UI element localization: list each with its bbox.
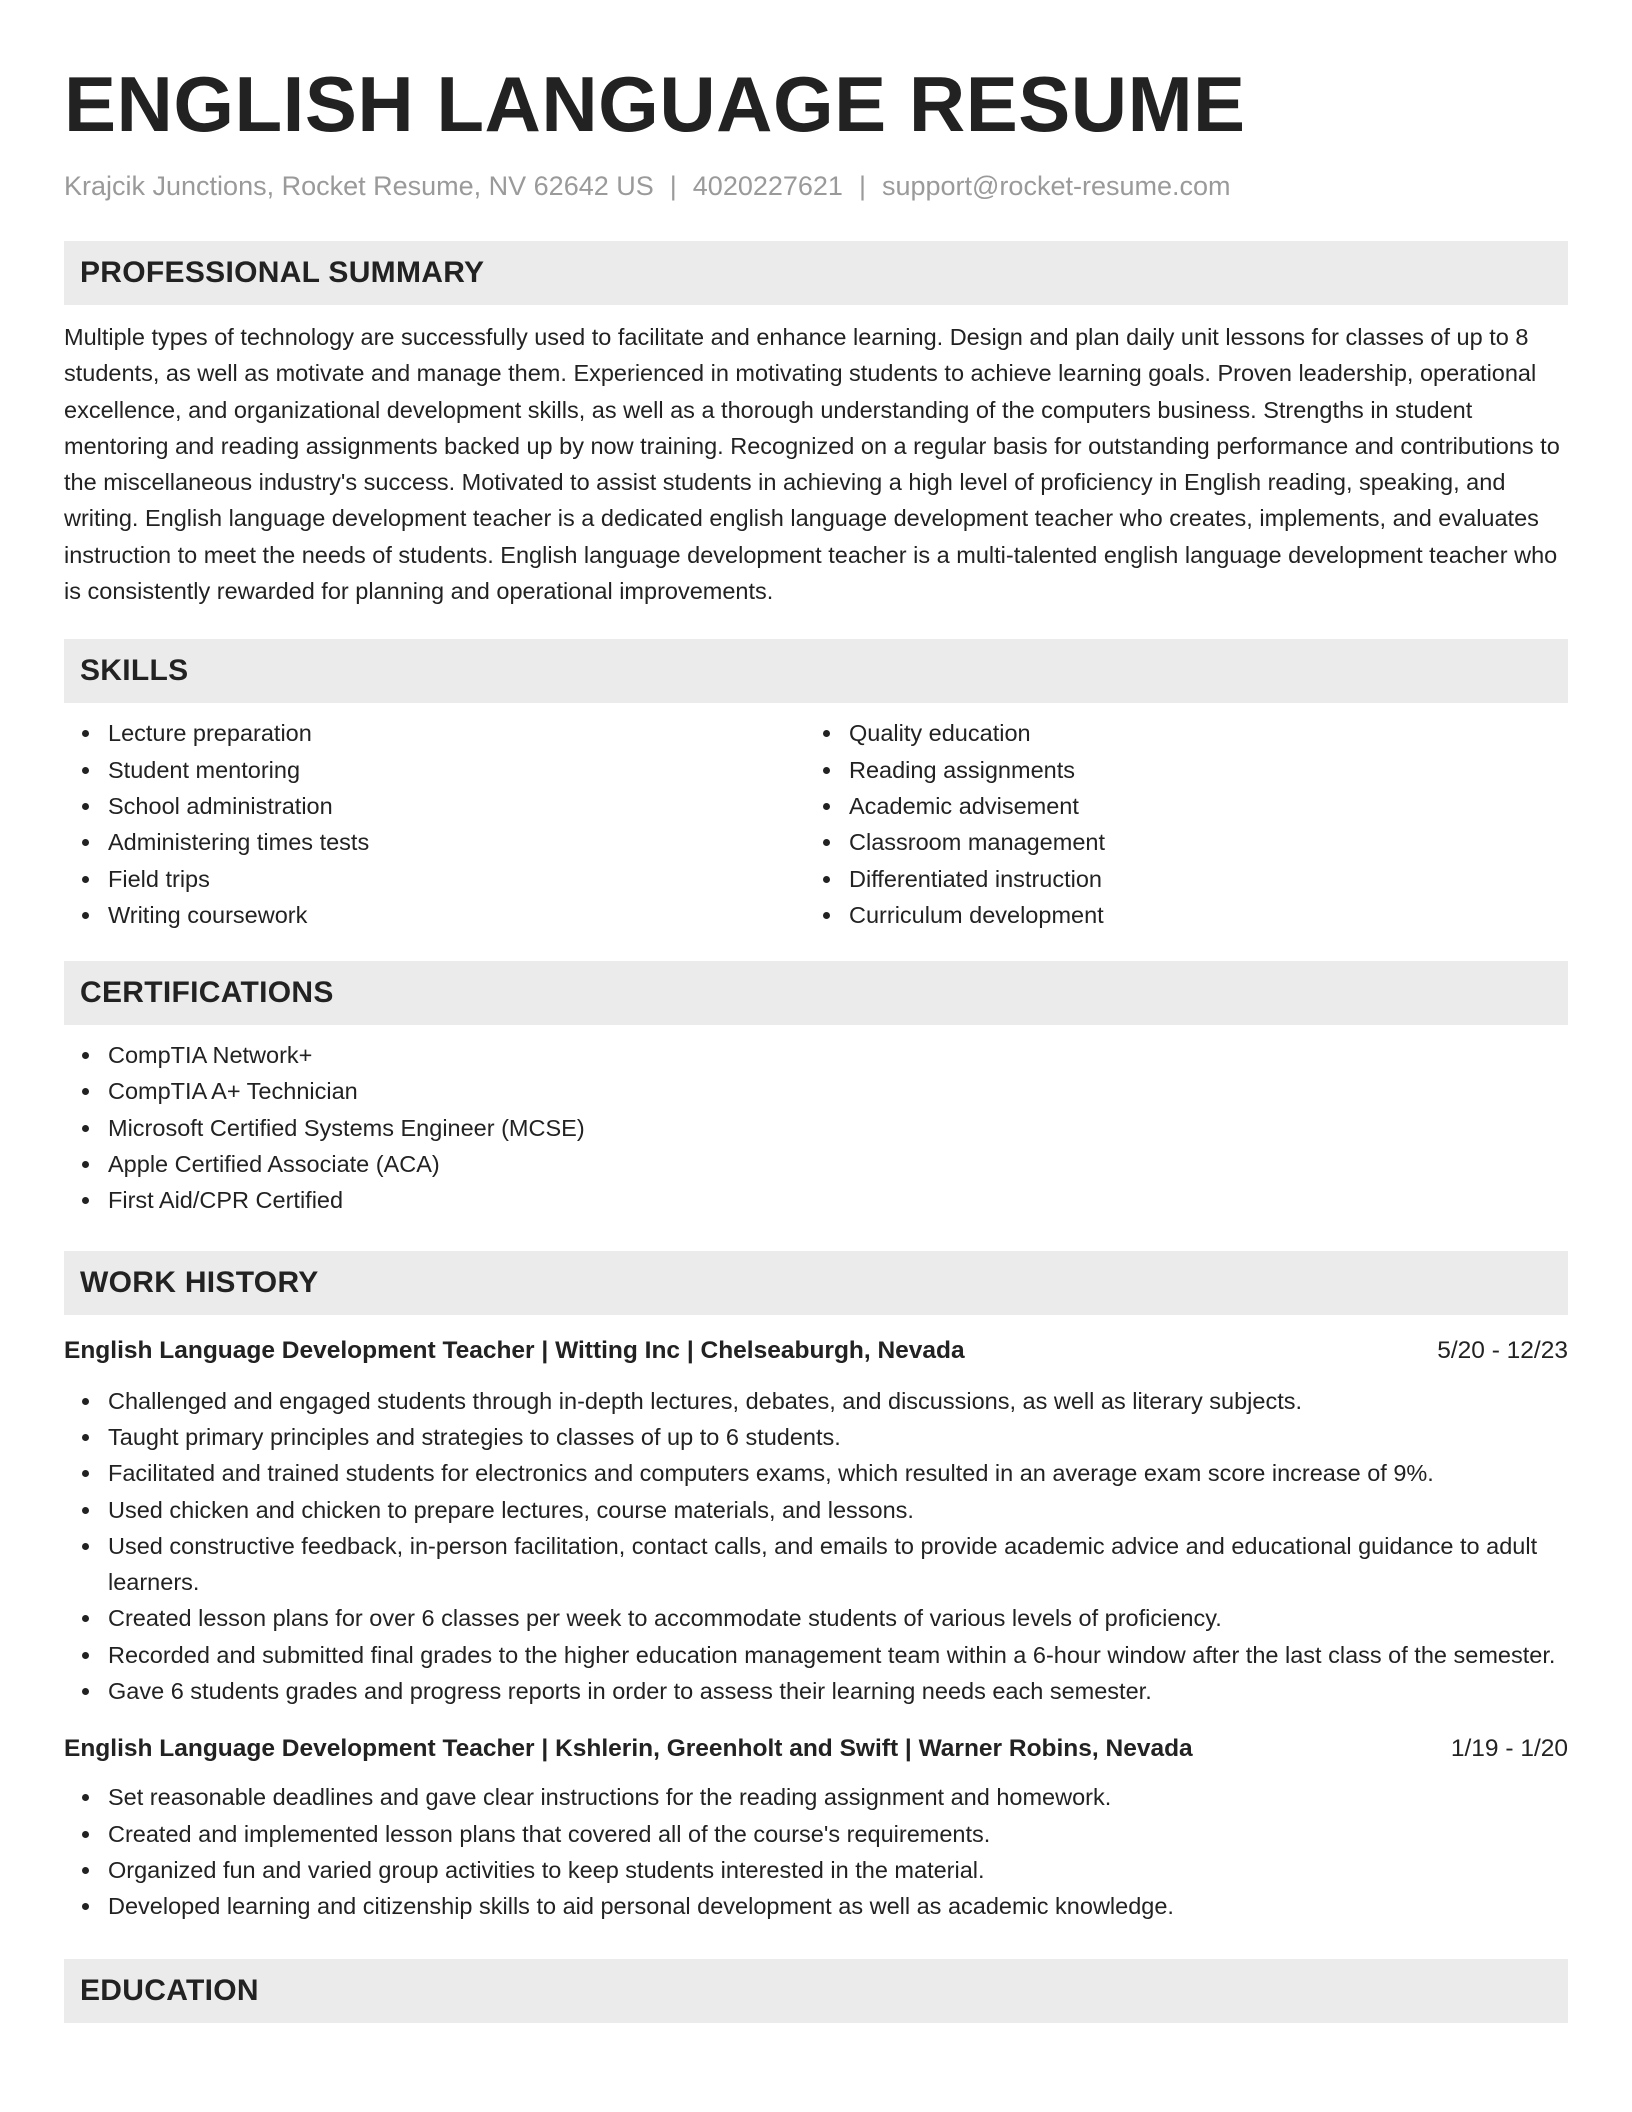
job-duties-list (64, 1383, 1568, 1710)
skill-item: Student mentoring (64, 752, 805, 788)
job-duty-item: Facilitated and trained students for electronics and computers exams, which resulted in an average exam score increase of 9%. (64, 1455, 1568, 1491)
contact-separator: | (669, 171, 677, 201)
skill-item: Writing coursework (64, 897, 805, 933)
job-duty-item: Organized fun and varied group activities to keep students interested in the material. (64, 1852, 1568, 1888)
skill-item: Academic advisement (805, 788, 1546, 824)
job-duty-item: Taught primary principles and strategies to classes of up to 6 students. (64, 1419, 1568, 1455)
certification-item: Apple Certified Associate (ACA) (64, 1146, 1568, 1182)
contact-phone: 4020227621 (692, 171, 843, 201)
skills-heading: SKILLS (64, 639, 1568, 703)
skill-item: Lecture preparation (64, 715, 805, 751)
job-duty-item: Used constructive feedback, in-person facilitation, contact calls, and emails to provide academic advice and educational guidance to adult learners. (64, 1528, 1568, 1601)
skill-item: Administering times tests (64, 824, 805, 860)
job-duty-item: Developed learning and citizenship skills to aid personal development as well as academic knowledge. (64, 1888, 1568, 1924)
skills-list (64, 715, 1568, 933)
skill-item: Reading assignments (805, 752, 1546, 788)
work-history-heading: WORK HISTORY (64, 1251, 1568, 1315)
job-duty-item: Recorded and submitted final grades to the higher education management team within a 6-hour window after the last class of the semester. (64, 1637, 1568, 1673)
skill-item: School administration (64, 788, 805, 824)
contact-address: Krajcik Junctions, Rocket Resume, NV 62642 US (64, 171, 654, 201)
job-title: English Language Development Teacher | Kshlerin, Greenholt and Swift | Warner Robins, Nevada (64, 1735, 1193, 1763)
job-duty-item: Used chicken and chicken to prepare lectures, course materials, and lessons. (64, 1492, 1568, 1528)
skill-item: Field trips (64, 861, 805, 897)
job-header (64, 1731, 1568, 1767)
skill-item: Quality education (805, 715, 1546, 751)
job-duty-item: Created lesson plans for over 6 classes per week to accommodate students of various levels of proficiency. (64, 1600, 1568, 1636)
resume-name: ENGLISH LANGUAGE RESUME (64, 60, 1246, 148)
contact-line (64, 168, 1568, 204)
certifications-list (64, 1037, 1568, 1218)
skill-item: Differentiated instruction (805, 861, 1546, 897)
skill-item: Classroom management (805, 824, 1546, 860)
job-entry (64, 1731, 1568, 1924)
job-dates: 1/19 - 1/20 (1450, 1735, 1568, 1763)
job-dates: 5/20 - 12/23 (1437, 1336, 1568, 1364)
job-duty-item: Set reasonable deadlines and gave clear instructions for the reading assignment and homework. (64, 1779, 1568, 1815)
job-entry (64, 1333, 1568, 1710)
job-title: English Language Development Teacher | Witting Inc | Chelseaburgh, Nevada (64, 1336, 965, 1364)
education-heading: EDUCATION (64, 1959, 1568, 2023)
contact-email[interactable]: support@rocket-resume.com (881, 171, 1231, 201)
contact-separator: | (858, 171, 866, 201)
job-duties-list (64, 1779, 1568, 1924)
job-duty-item: Challenged and engaged students through in-depth lectures, debates, and discussions, as well as literary subjects. (64, 1383, 1568, 1419)
certification-item: CompTIA A+ Technician (64, 1073, 1568, 1109)
job-duty-item: Gave 6 students grades and progress reports in order to assess their learning needs each semester. (64, 1673, 1568, 1709)
certification-item: CompTIA Network+ (64, 1037, 1568, 1073)
job-duty-item: Created and implemented lesson plans that covered all of the course's requirements. (64, 1816, 1568, 1852)
certifications-heading: CERTIFICATIONS (64, 961, 1568, 1025)
certification-item: Microsoft Certified Systems Engineer (MCSE) (64, 1110, 1568, 1146)
skills-column-right (805, 715, 1546, 933)
skills-column-left (64, 715, 805, 933)
skill-item: Curriculum development (805, 897, 1546, 933)
summary-heading: PROFESSIONAL SUMMARY (64, 241, 1568, 305)
job-header (64, 1333, 1568, 1369)
summary-text: Multiple types of technology are successfully used to facilitate and enhance learning. Design and plan daily unit lessons for classes of up to 8 students, as well as motivate and manage them. Experienced in motivating students to achieve learning goals. Proven leadership, operational excellence, and organizational development skills, as well as a thorough understanding of the computers business. Strengths in student mentoring and reading assignments backed up by now training. Recognized on a regular basis for outstanding performance and contributions to the miscellaneous industry's success. Motivated to assist students in achieving a high level of proficiency in English reading, speaking, and writing. English language development teacher is a dedicated english language development teacher who creates, implements, and evaluates instruction to meet the needs of students. English language development teacher is a multi-talented english language development teacher who is consistently rewarded for planning and operational improvements. (64, 324, 1560, 605)
certification-item: First Aid/CPR Certified (64, 1182, 1568, 1218)
